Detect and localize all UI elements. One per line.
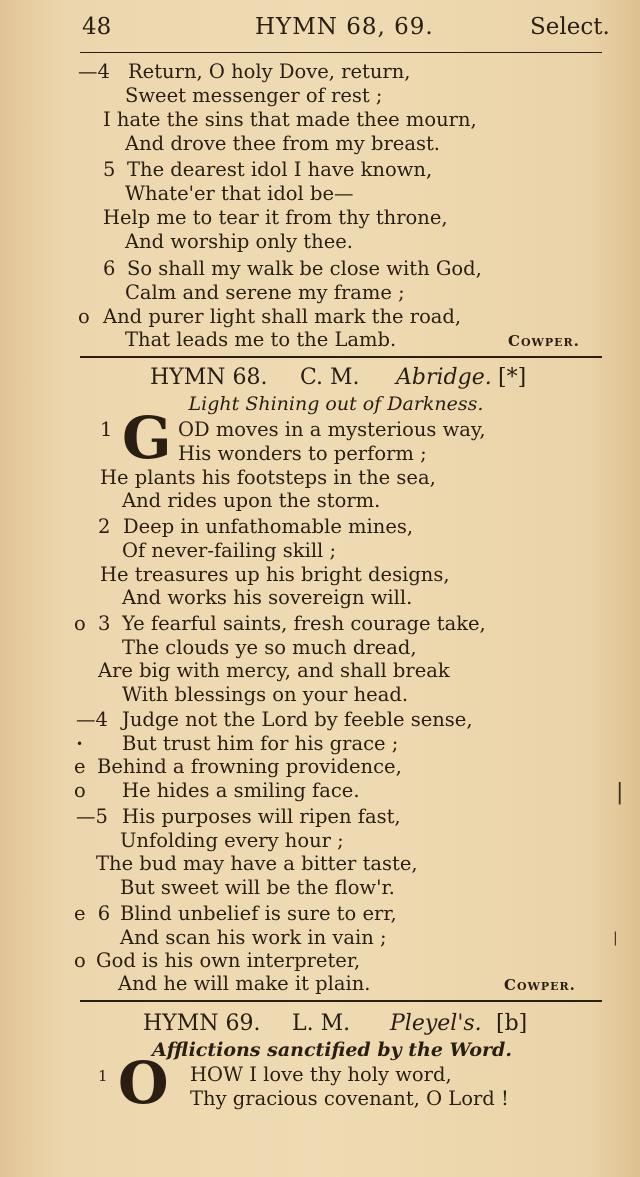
verse-line: [0, 281, 640, 305]
verse-mark: —4: [76, 708, 108, 731]
verse-line: [0, 612, 640, 636]
hymn-key: [b]: [496, 1011, 528, 1036]
verse-line: [0, 949, 640, 973]
verse-text: Deep in unfathomable mines,: [123, 515, 414, 538]
verse-text: He treasures up his bright designs,: [100, 563, 450, 586]
author-signature: Cowper.: [508, 332, 580, 350]
verse-line: [0, 489, 640, 513]
verse-line: [0, 732, 640, 756]
verse-mark: e: [74, 755, 86, 778]
verse-mark: o: [78, 305, 90, 328]
verse-text: Return, O holy Dove, return,: [128, 60, 411, 83]
hymn-subtitle: Afflictions sanctified by the Word.: [152, 1039, 512, 1061]
hymn-subtitle: Light Shining out of Darkness.: [188, 393, 484, 415]
verse-line: [0, 755, 640, 779]
verse-text: The dearest idol I have known,: [127, 158, 433, 181]
verse-line: [0, 779, 640, 803]
verse-line: [0, 902, 640, 926]
verse-mark: •: [76, 737, 84, 751]
verse-text: And he will make it plain.: [118, 972, 371, 995]
verse-line: [0, 442, 640, 466]
header-rule: [80, 52, 602, 53]
verse-mark: o 3: [74, 612, 111, 635]
verse-text: Help me to tear it from thy throne,: [103, 206, 448, 229]
verse-text: His wonders to perform ;: [178, 442, 427, 465]
verse-text: And scan his work in vain ;: [120, 926, 387, 949]
verse-text: Ye fearful saints, fresh courage take,: [122, 612, 486, 635]
verse-text: The bud may have a bitter taste,: [96, 852, 418, 875]
verse-mark: —4: [78, 60, 110, 83]
verse-line: [0, 108, 640, 132]
verse-text: And rides upon the storm.: [122, 489, 381, 512]
scan-mark: |: [616, 780, 624, 805]
verse-text: But trust him for his grace ;: [122, 732, 399, 755]
verse-line: [0, 182, 640, 206]
verse-text: God is his own interpreter,: [96, 949, 361, 972]
verse-line: [0, 1063, 640, 1087]
verse-text: He plants his footsteps in the sea,: [100, 466, 436, 489]
verse-text: Judge not the Lord by feeble sense,: [122, 708, 473, 731]
verse-text: And works his sovereign will.: [122, 586, 413, 609]
verse-text: So shall my walk be close with God,: [127, 257, 482, 280]
hymn-number: HYMN 69.: [143, 1011, 261, 1036]
verse-line: [0, 683, 640, 707]
verse-line: [0, 466, 640, 490]
verse-text: His purposes will ripen fast,: [122, 805, 401, 828]
verse-line: [0, 60, 640, 84]
verse-line: [0, 636, 640, 660]
verse-line: [0, 563, 640, 587]
hymn-tune: Pleyel's.: [390, 1011, 482, 1036]
verse-text: That leads me to the Lamb.: [125, 328, 397, 351]
verse-line: [0, 158, 640, 182]
verse-line: [0, 206, 640, 230]
hymn-tune: Abridge.: [396, 365, 492, 390]
verse-text: And purer light shall mark the road,: [103, 305, 462, 328]
verse-text: But sweet will be the flow'r.: [120, 876, 395, 899]
verse-line: [0, 305, 640, 329]
verse-text: Thy gracious covenant, O Lord !: [190, 1087, 509, 1110]
verse-text: With blessings on your head.: [122, 683, 409, 706]
verse-mark: o: [74, 779, 86, 802]
verse-line: [0, 876, 640, 900]
hymn-meter: C. M.: [300, 365, 360, 390]
verse-mark: 1: [100, 418, 113, 441]
section-label: Select.: [530, 14, 610, 40]
verse-line: [0, 805, 640, 829]
hymn-title-row: [0, 364, 640, 392]
hymn-key: [*]: [498, 365, 527, 390]
verse-text: Behind a frowning providence,: [97, 755, 402, 778]
scan-mark: |: [613, 930, 618, 946]
page-number: 48: [82, 14, 112, 40]
verse-line: [0, 829, 640, 853]
verse-line: [0, 926, 640, 950]
hymn-title-row: [0, 1010, 640, 1038]
verse-line: [0, 586, 640, 610]
page-header: [0, 14, 640, 46]
verse-text: Of never-failing skill ;: [122, 539, 337, 562]
verse-text: Unfolding every hour ;: [120, 829, 344, 852]
verse-text: Sweet messenger of rest ;: [125, 84, 383, 107]
verse-text: I hate the sins that made thee mourn,: [103, 108, 477, 131]
verse-line: [0, 852, 640, 876]
verse-text: Blind unbelief is sure to err,: [120, 902, 397, 925]
verse-mark: o: [74, 949, 86, 972]
verse-mark: 2: [98, 515, 111, 538]
verse-line: [0, 132, 640, 156]
verse-mark: —5: [76, 805, 108, 828]
drop-cap: O: [118, 1049, 169, 1117]
verse-mark: e 6: [74, 902, 111, 925]
section-rule: [80, 1000, 602, 1002]
verse-line: [0, 1087, 640, 1111]
verse-line: [0, 659, 640, 683]
verse-text: And drove thee from my breast.: [125, 132, 440, 155]
page-running-title: HYMN 68, 69.: [255, 14, 434, 40]
verse-text: Whate'er that idol be—: [125, 182, 354, 205]
verse-line: [0, 539, 640, 563]
verse-line: [0, 257, 640, 281]
verse-text: And worship only thee.: [125, 230, 353, 253]
hymn-meter: L. M.: [292, 1011, 351, 1036]
verse-line: [0, 708, 640, 732]
verse-line: [0, 84, 640, 108]
verse-text: HOW I love thy holy word,: [190, 1063, 452, 1086]
verse-text: He hides a smiling face.: [122, 779, 360, 802]
section-rule: [80, 356, 602, 358]
author-signature: Cowper.: [504, 976, 576, 994]
verse-mark: 5: [103, 158, 116, 181]
hymn-number: HYMN 68.: [150, 365, 268, 390]
verse-mark: 6: [103, 257, 116, 280]
verse-line: [0, 418, 640, 442]
verse-line: [0, 515, 640, 539]
verse-text: Are big with mercy, and shall break: [98, 659, 450, 682]
verse-mark: 1: [98, 1067, 108, 1085]
verse-line: [0, 230, 640, 254]
drop-cap: G: [122, 404, 172, 472]
verse-text: The clouds ye so much dread,: [122, 636, 417, 659]
verse-text: OD moves in a mysterious way,: [178, 418, 486, 441]
verse-text: Calm and serene my frame ;: [125, 281, 405, 304]
